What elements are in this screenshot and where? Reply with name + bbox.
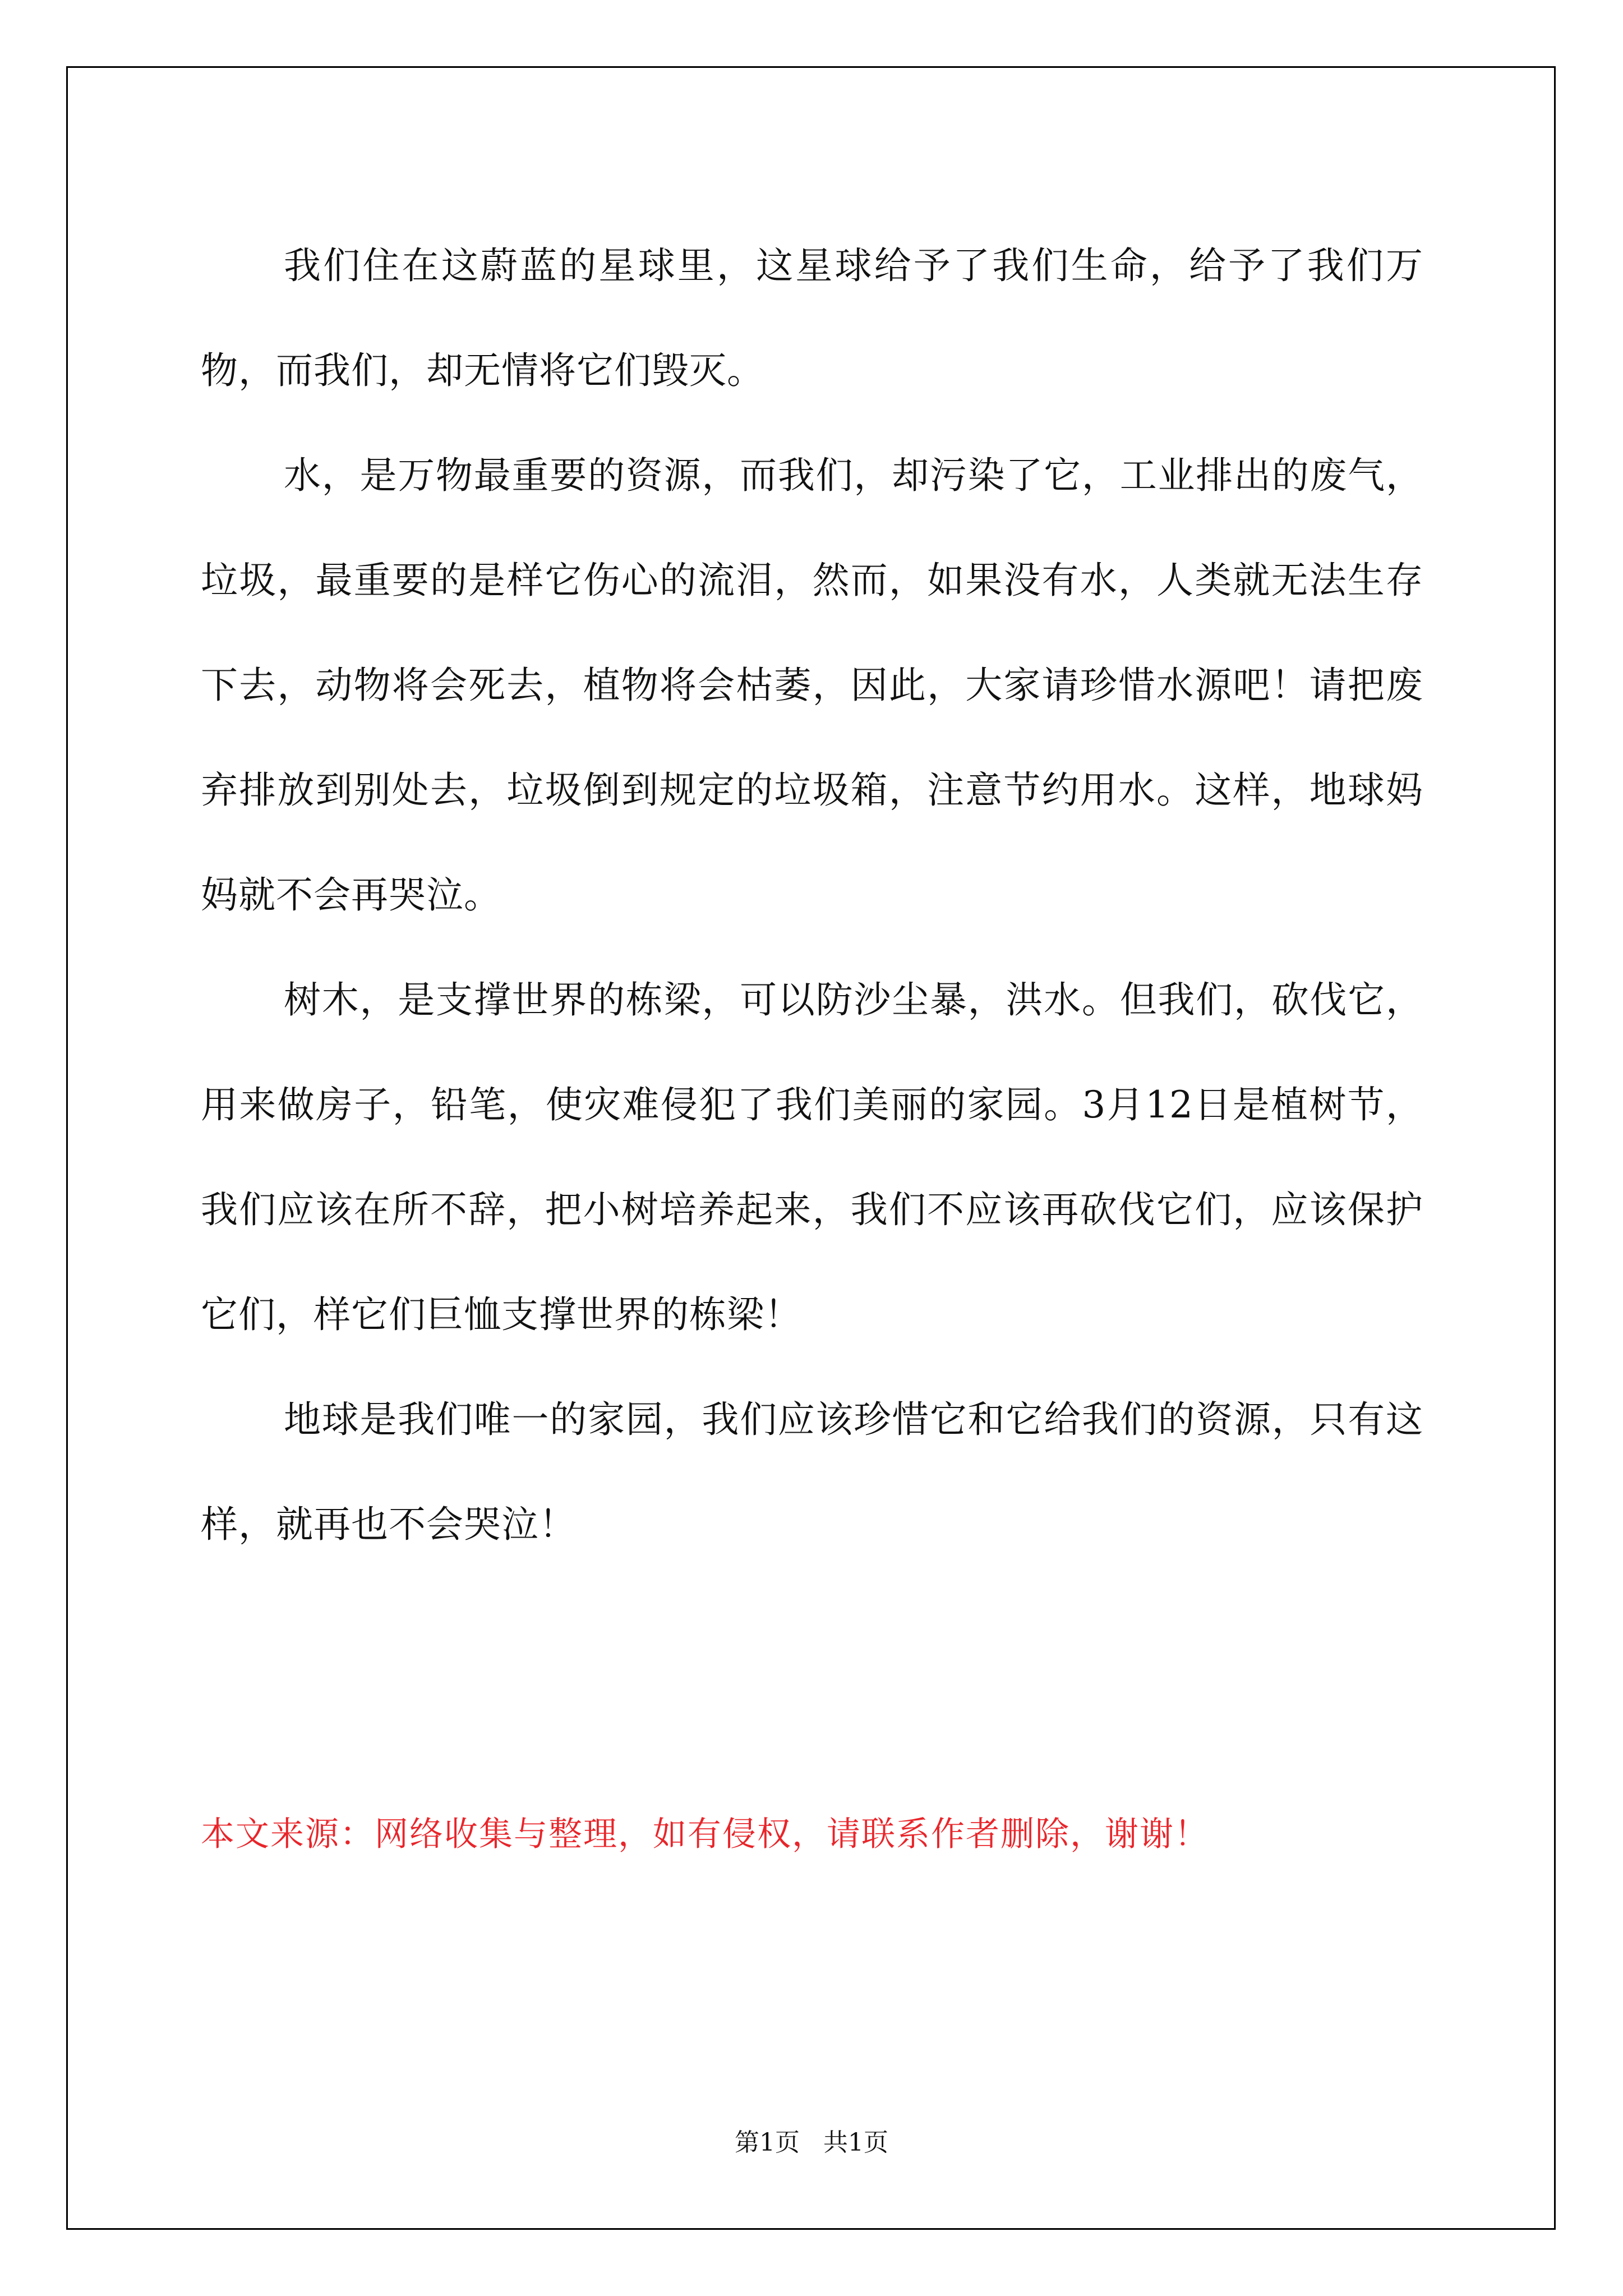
paragraph-2: 水，是万物最重要的资源，而我们，却污染了它，工业排出的废气，垃圾，最重要的是样它伤心的流泪，然而，如果没有水，人类就无法生存下去，动物将会死去，植物将会枯萎，因此，大家请珍惜水源吧！请把废弃排放到别处去，垃圾倒到规定的垃圾箱，注意节约用水。这样，地球妈妈就不会再哭泣。: [201, 454, 1423, 917]
paragraph-3: 树木，是支撑世界的栋梁，可以防沙尘暴，洪水。但我们，砍伐它，用来做房子，铅笔，使灾难侵犯了我们美丽的家园。3月12日是植树节，我们应该在所不辞，把小树培养起来，我们不应该再砍伐它们，应该保护它们，样它们巨恤支撑世界的栋梁！: [201, 978, 1423, 1336]
source-note: 本文来源：网络收集与整理，如有侵权，请联系作者删除，谢谢！: [201, 1815, 1209, 1854]
page-number-footer: 第1页 共1页: [735, 2128, 888, 2157]
document-body: [201, 213, 1423, 1577]
paragraph-1: 我们住在这蔚蓝的星球里，这星球给予了我们生命，给予了我们万物，而我们，却无情将它们毁灭。: [201, 244, 1423, 392]
paragraph-4: 地球是我们唯一的家园，我们应该珍惜它和它给我们的资源，只有这样，就再也不会哭泣！: [201, 1398, 1423, 1546]
